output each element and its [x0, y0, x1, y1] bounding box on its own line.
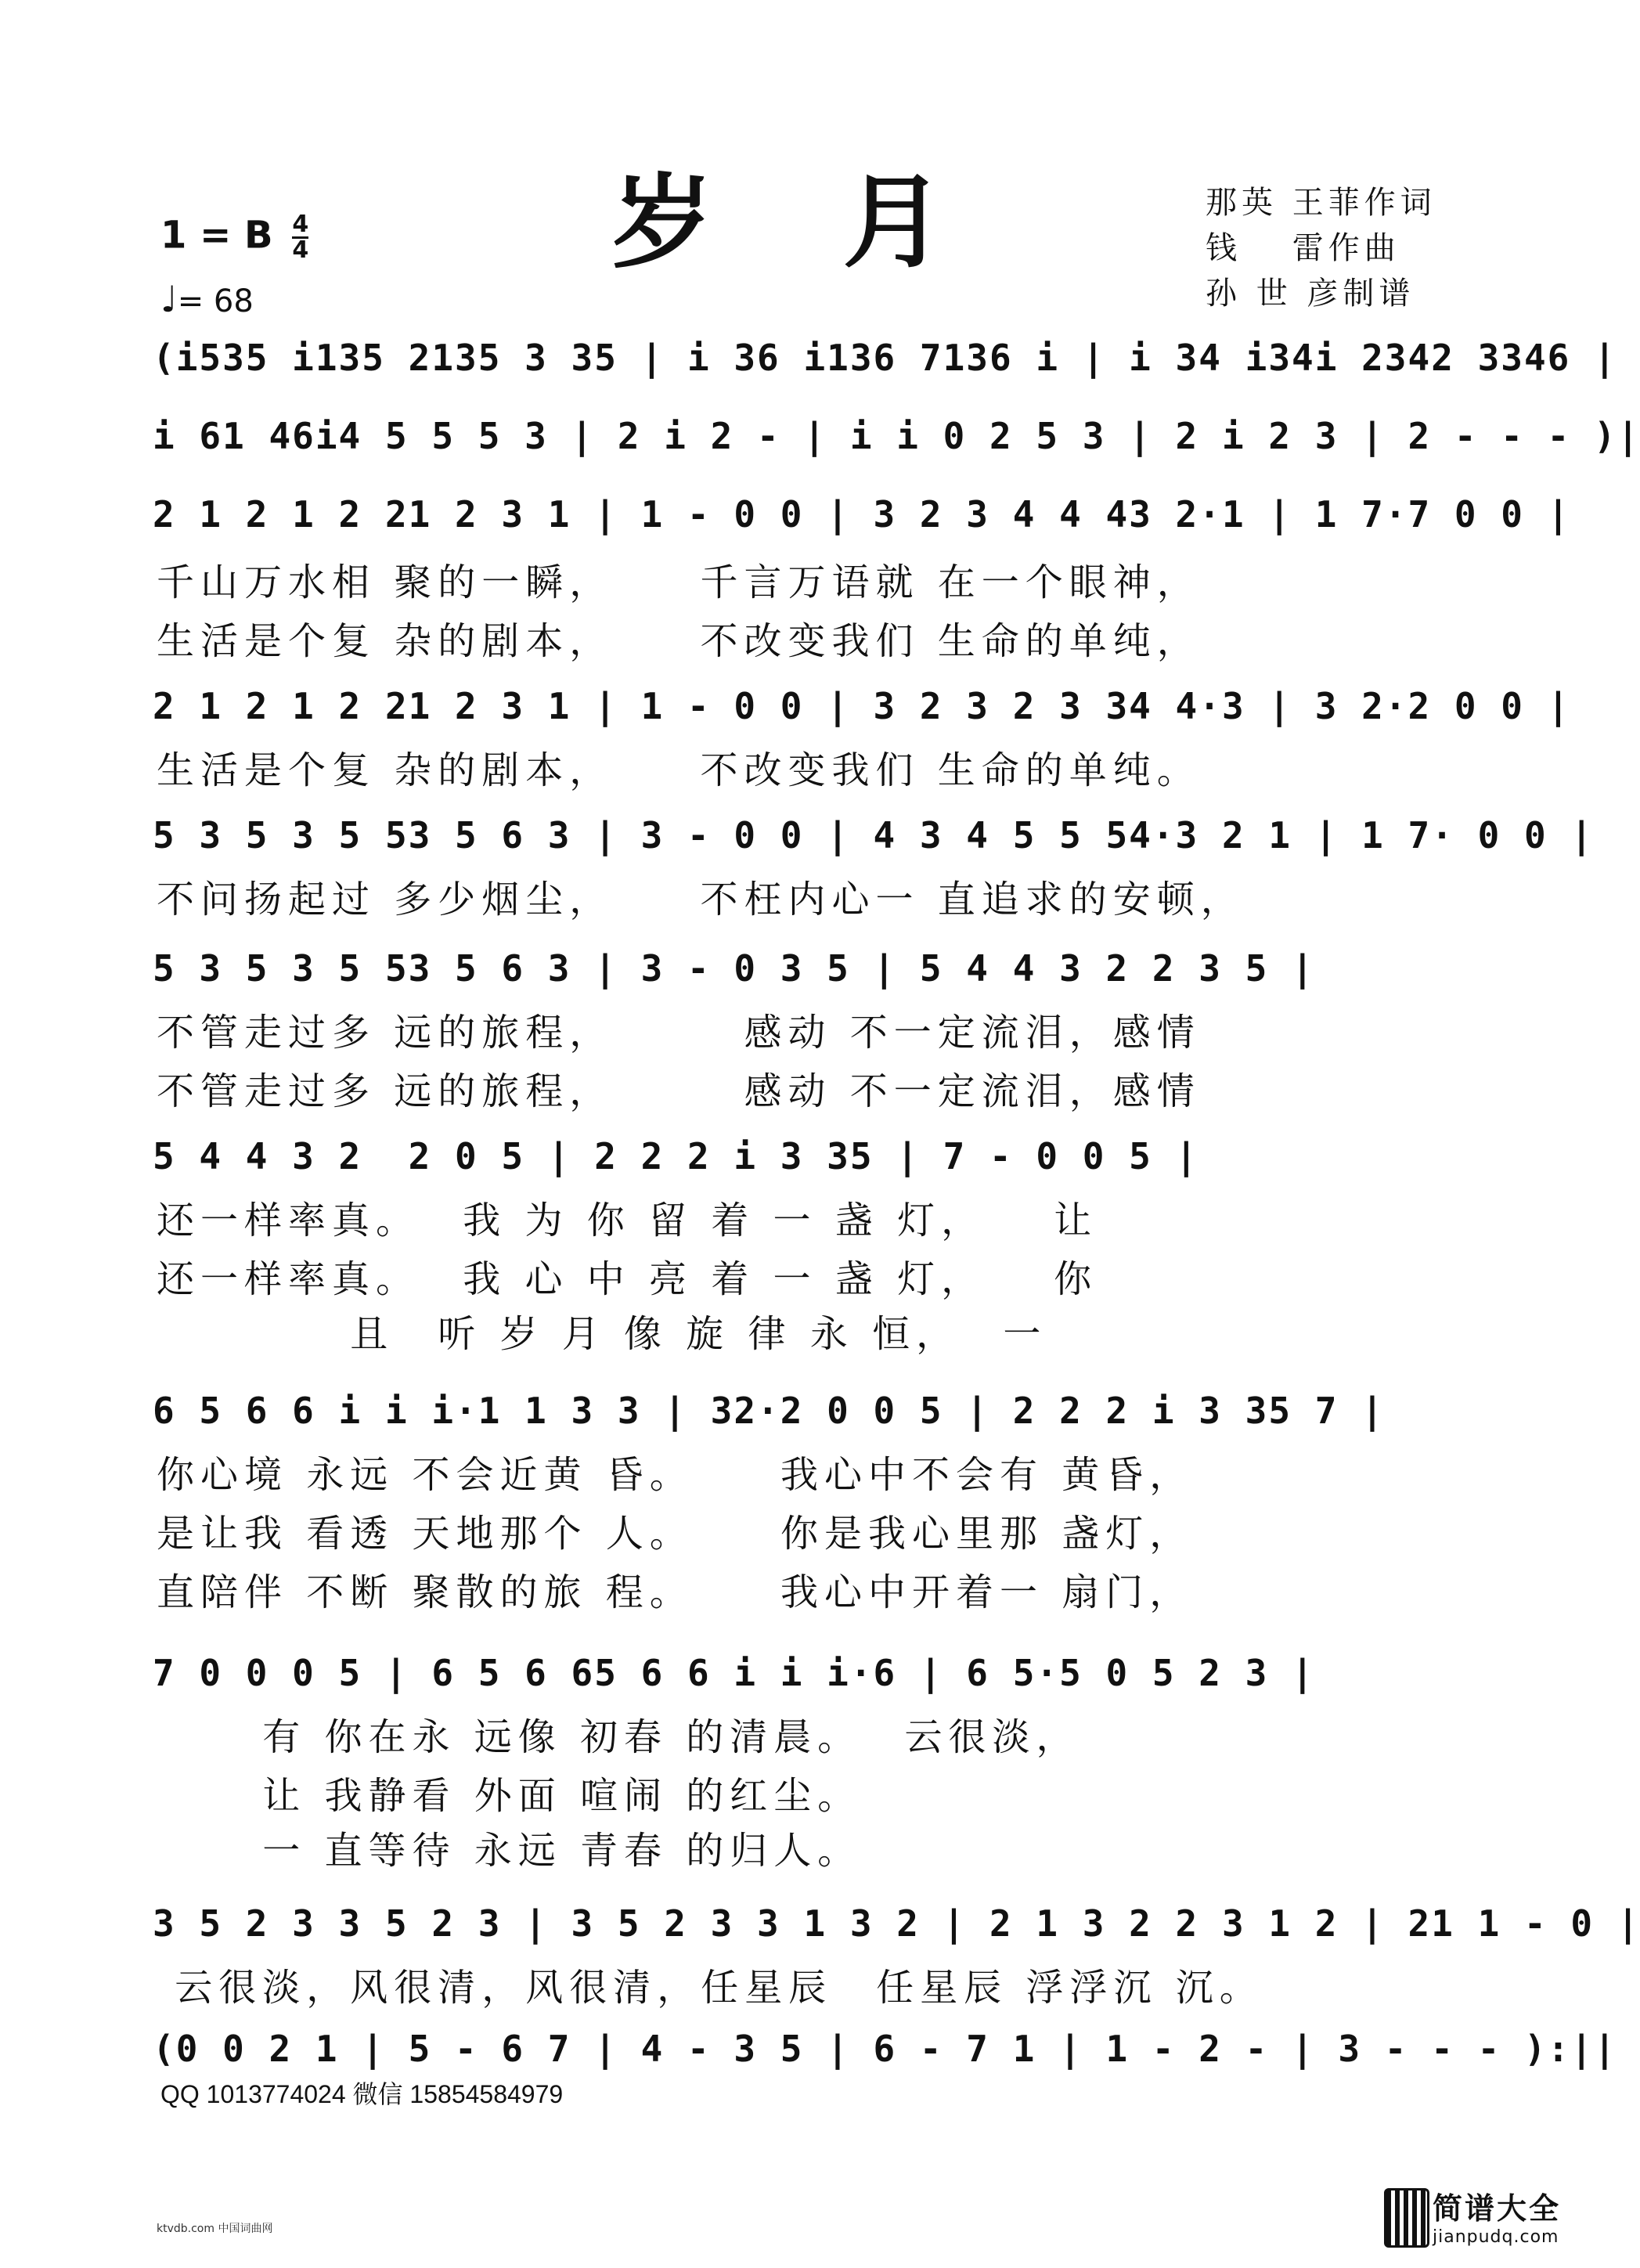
lyric-line-5: 不管走过多 远的旅程， 感动 不一定流泪，感情: [157, 1011, 1201, 1055]
music-line-7: 5 4 4 3 2 2 0 5 | 2 2 2 i 3 35 | 7 - 0 0 5 |: [153, 1135, 1199, 1177]
tempo-value: = 68: [177, 283, 254, 319]
key-label: 1 = B: [160, 213, 273, 258]
key-signature: [160, 213, 308, 262]
lyric-line-4: 不问扬起过 多少烟尘， 不枉内心一 直追求的安顿，: [157, 878, 1245, 921]
music-line-6: 5 3 5 3 5 53 5 6 3 | 3 - 0 3 5 | 5 4 4 3 2 2 3 5 |: [153, 947, 1315, 990]
lyric-line-10: 你心境 永远 不会近黄 昏。 我心中不会有 黄昏，: [157, 1453, 1194, 1497]
quarter-note-icon: ♩: [160, 278, 178, 320]
time-sig-top: 4: [292, 211, 309, 238]
music-line-11: (0 0 2 1 | 5 - 6 7 | 4 - 3 5 | 6 - 7 1 | 1 - 2 - | 3 - - - ):||: [153, 2028, 1617, 2070]
music-line-2: i 61 46i4 5 5 5 3 | 2 i 2 - | i i 0 2 5 3 | 2 i 2 3 | 2 - - - )|: [153, 415, 1640, 457]
lyric-line-3: 生活是个复 杂的剧本， 不改变我们 生命的单纯。: [157, 748, 1201, 792]
lyric-line-13: 有 你在永 远像 初春 的清晨。 云很淡，: [157, 1715, 1080, 1759]
song-title: 岁 月: [611, 162, 992, 282]
lyric-line-12: 直陪伴 不断 聚散的旅 程。 我心中开着一 扇门，: [157, 1570, 1194, 1614]
lyric-line-7: 还一样率真。 我 为 你 留 着 一 盏 灯， 让: [157, 1199, 1098, 1242]
lyric-line-1: 千山万水相 聚的一瞬， 千言万语就 在一个眼神，: [157, 561, 1201, 604]
contact-info: QQ 1013774024 微信 15854584979: [160, 2080, 564, 2108]
lyric-line-2: 生活是个复 杂的剧本， 不改变我们 生命的单纯，: [157, 619, 1201, 663]
music-line-4: 2 1 2 1 2 21 2 3 1 | 1 - 0 0 | 3 2 3 2 3 34 4·3 | 3 2·2 0 0 |: [153, 685, 1571, 727]
lyric-line-14: 让 我静看 外面 喧闹 的红尘。: [157, 1774, 862, 1818]
music-line-1: (i535 i135 2135 3 35 | i 36 i136 7136 i | i 34 i34i 2342 3346 |: [153, 337, 1617, 379]
lyric-line-9: 且 听 岁 月 像 旋 律 永 恒， 一: [157, 1312, 1047, 1356]
lyric-line-16: 云很淡，风很清，风很清，任星辰 任星辰 浮浮沉 沉。: [157, 1966, 1263, 2010]
brand-name: 简谱大全: [1433, 2191, 1562, 2226]
brand-url: jianpudq.com: [1433, 2227, 1559, 2247]
brand-logo: [1433, 2184, 1561, 2247]
lyric-line-15: 一 直等待 永远 青春 的归人。: [157, 1829, 862, 1873]
lyric-line-8: 还一样率真。 我 心 中 亮 着 一 盏 灯， 你: [157, 1257, 1098, 1301]
lyricist-credit: 那英 王菲作词: [1206, 185, 1436, 221]
transcriber-credit: 孙 世 彦制谱: [1206, 276, 1415, 312]
composer-credit: 钱 雷作曲: [1206, 230, 1400, 266]
tempo-marking: [160, 278, 254, 320]
lyric-line-11: 是让我 看透 天地那个 人。 你是我心里那 盏灯，: [157, 1512, 1194, 1556]
piano-keys-icon: [1384, 2188, 1429, 2248]
music-line-10: 3 5 2 3 3 5 2 3 | 3 5 2 3 3 1 3 2 | 2 1 3 2 2 3 1 2 | 21 1 - 0 |: [153, 1902, 1640, 1945]
music-line-5: 5 3 5 3 5 53 5 6 3 | 3 - 0 0 | 4 3 4 5 5 54·3 2 1 | 1 7· 0 0 |: [153, 814, 1595, 856]
time-signature: [292, 213, 308, 262]
music-line-3: 2 1 2 1 2 21 2 3 1 | 1 - 0 0 | 3 2 3 4 4 43 2·1 | 1 7·7 0 0 |: [153, 493, 1571, 535]
lyric-line-6: 不管走过多 远的旅程， 感动 不一定流泪，感情: [157, 1069, 1201, 1113]
time-sig-bottom: 4: [292, 236, 309, 264]
source-watermark: ktvdb.com 中国词曲网: [157, 2223, 273, 2235]
credits: [1206, 180, 1436, 316]
music-line-9: 7 0 0 0 5 | 6 5 6 65 6 6 i i i·6 | 6 5·5 0 5 2 3 |: [153, 1652, 1315, 1694]
music-line-8: 6 5 6 6 i i i·1 1 3 3 | 32·2 0 0 5 | 2 2 2 i 3 35 7 |: [153, 1390, 1385, 1432]
